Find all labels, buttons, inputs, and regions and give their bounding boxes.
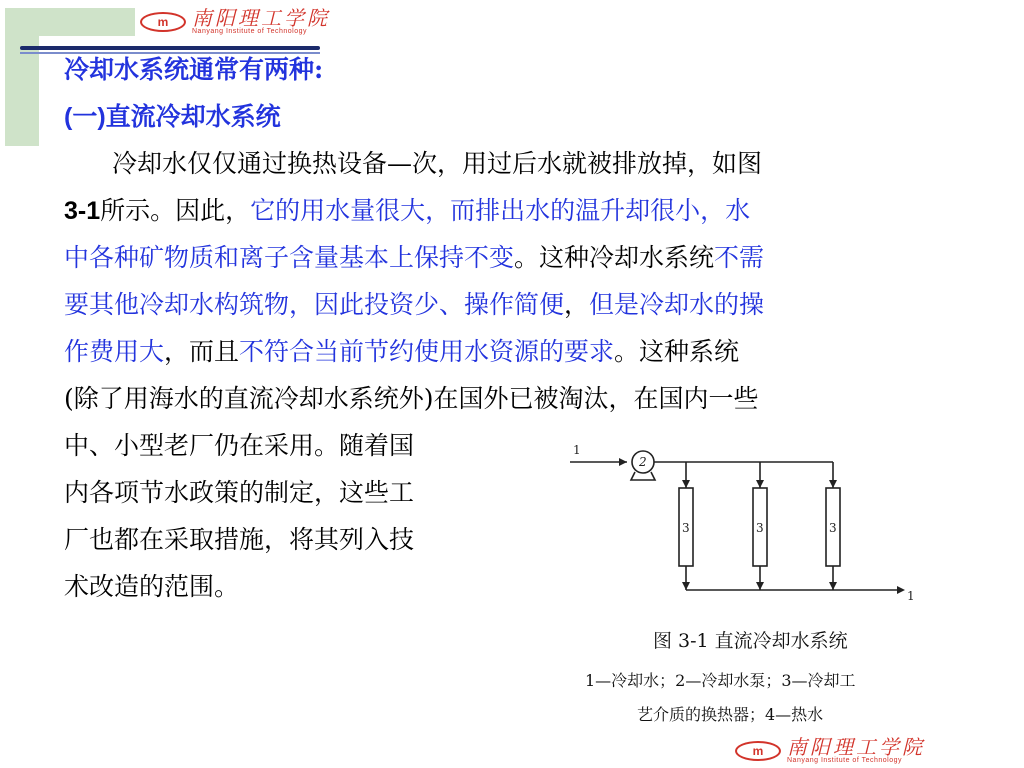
- text-span: 。这种冷却水系统: [514, 243, 715, 272]
- paragraph-line-9: 厂也都在采取措施，将其列入技: [64, 525, 415, 554]
- paragraph-line-3: [64, 234, 764, 281]
- figure-caption-legend-1: 1—冷却水；2—冷却水泵；3—冷却工: [585, 671, 856, 690]
- subheading: [64, 93, 281, 141]
- logo-chinese-name: 南阳理工学院: [192, 6, 330, 30]
- pump-label: 2: [639, 455, 647, 469]
- logo-top: [140, 8, 330, 35]
- highlight-span: 作费用大: [64, 337, 165, 366]
- system-diagram: [565, 440, 965, 610]
- highlight-span: 不符合当前节约使用水资源的要求: [239, 337, 615, 366]
- text-span: ，而且: [164, 337, 240, 366]
- paragraph-line-6: (除了用海水的直流冷却水系统外)在国外已被淘汰，在国内一些: [64, 384, 759, 413]
- outlet-label: 1: [907, 589, 915, 603]
- figure-caption-title: 图 3-1 直流冷却水系统: [653, 630, 848, 652]
- highlight-span: 但是冷却水的操: [589, 290, 765, 319]
- paragraph-line-5: [64, 328, 739, 375]
- paragraph-line-1: 冷却水仅仅通过换热设备—次，用过后水就被排放掉，如图: [112, 149, 763, 178]
- exchanger-label: 3: [756, 521, 764, 535]
- highlight-span: 中各种矿物质和离子含量基本上保持不变: [64, 243, 515, 272]
- paragraph-line-4: [64, 281, 764, 328]
- text-span: 所示。因此，: [100, 196, 251, 225]
- logo-english-name: Nanyang Institute of Technology: [787, 757, 902, 764]
- highlight-span: 它的用水量很大，而排出水的温升却很小，水: [250, 196, 751, 225]
- figure-caption-legend-2: 艺介质的换热器；4—热水: [637, 705, 824, 724]
- inlet-label: 1: [573, 443, 581, 457]
- subheading-number: (一): [64, 103, 106, 131]
- logo-mark-icon: m: [735, 741, 781, 761]
- heading: 冷却水系统通常有两种:: [64, 55, 324, 84]
- logo-english-name: Nanyang Institute of Technology: [192, 28, 307, 35]
- subheading-title: 直流冷却水系统: [105, 102, 281, 131]
- text-span: 。这种系统: [614, 337, 740, 366]
- exchanger-label: 3: [682, 521, 690, 535]
- paragraph-line-10: 术改造的范围。: [64, 572, 240, 601]
- figure-ref: 3-1: [64, 197, 101, 225]
- paragraph-line-8: 内各项节水政策的制定，这些工: [64, 478, 415, 507]
- highlight-span: 要其他冷却水构筑物，因此投资少、操作简便: [64, 290, 565, 319]
- paragraph-line-2: [64, 187, 750, 235]
- paragraph-line-7: 中、小型老厂仍在采用。随着国: [64, 431, 415, 460]
- logo-mark-icon: m: [140, 12, 186, 32]
- decorative-bar-horizontal: [5, 8, 135, 36]
- highlight-span: 不需: [714, 243, 765, 272]
- exchanger-label: 3: [829, 521, 837, 535]
- figure-3-1: [565, 440, 965, 740]
- logo-chinese-name: 南阳理工学院: [787, 735, 925, 759]
- text-span: ，: [564, 290, 590, 319]
- logo-bottom: [735, 737, 925, 764]
